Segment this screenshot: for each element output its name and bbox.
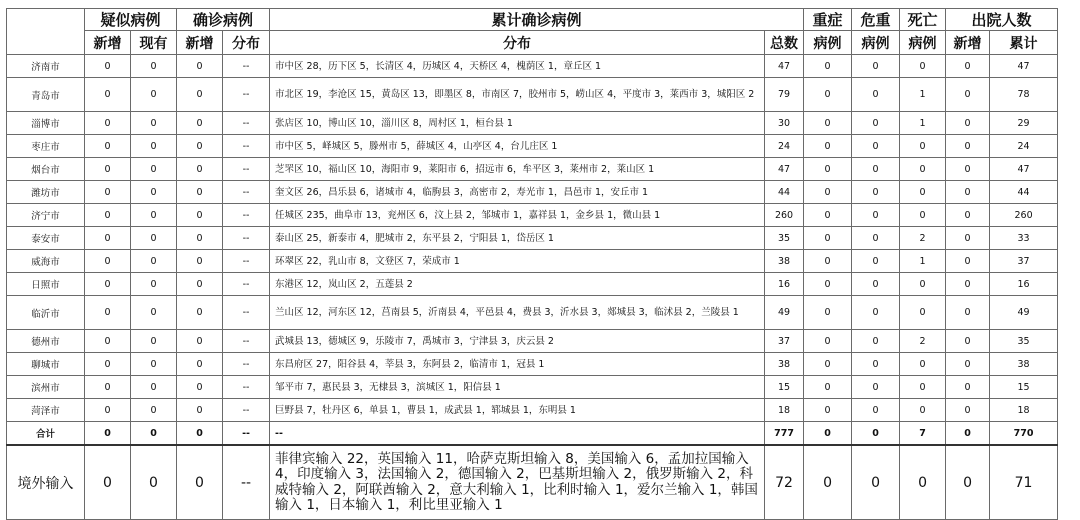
row-death: 0 [900, 376, 946, 399]
row-cumulative-distribution: 东港区 12，岚山区 2，五莲县 2 [270, 273, 765, 296]
row-discharged-total: 29 [990, 112, 1058, 135]
header-confirmed-new: 新增 [177, 31, 223, 55]
row-discharged-total: 49 [990, 296, 1058, 330]
row-suspected-new: 0 [85, 55, 131, 78]
row-critical: 0 [852, 399, 900, 422]
row-confirmed-distribution: -- [223, 273, 270, 296]
row-cumulative-total: 44 [765, 181, 804, 204]
row-confirmed-distribution: -- [223, 445, 270, 520]
header-cumulative: 累计确诊病例 [270, 9, 804, 31]
row-confirmed-new: 0 [177, 250, 223, 273]
row-suspected-existing: 0 [131, 399, 177, 422]
total-row [7, 422, 1058, 446]
row-confirmed-distribution: -- [223, 376, 270, 399]
row-death: 1 [900, 78, 946, 112]
corner-cell [7, 9, 85, 55]
report-table-container [6, 8, 1057, 520]
table-row [7, 296, 1058, 330]
row-cumulative-distribution: 巨野县 7，牡丹区 6，单县 1，曹县 1，成武县 1，郓城县 1，东明县 1 [270, 399, 765, 422]
row-city: 淄博市 [7, 112, 85, 135]
row-discharged-total: 35 [990, 330, 1058, 353]
row-death: 0 [900, 273, 946, 296]
row-cumulative-distribution: 奎文区 26，昌乐县 6，诸城市 4，临朐县 3，高密市 2，寿光市 1，昌邑市 1，安丘市 1 [270, 181, 765, 204]
covid-cases-table [6, 8, 1058, 520]
row-critical: 0 [852, 135, 900, 158]
table-row [7, 273, 1058, 296]
row-confirmed-new: 0 [177, 55, 223, 78]
row-discharged-total: 16 [990, 273, 1058, 296]
row-city: 合计 [7, 422, 85, 446]
table-row [7, 55, 1058, 78]
row-city: 潍坊市 [7, 181, 85, 204]
row-critical: 0 [852, 330, 900, 353]
row-death: 2 [900, 330, 946, 353]
table-row [7, 330, 1058, 353]
row-city: 济南市 [7, 55, 85, 78]
header-confirmed-distribution: 分布 [223, 31, 270, 55]
row-city: 威海市 [7, 250, 85, 273]
row-cumulative-total: 49 [765, 296, 804, 330]
row-severe: 0 [804, 399, 852, 422]
row-cumulative-total: 37 [765, 330, 804, 353]
row-death: 1 [900, 112, 946, 135]
row-confirmed-new: 0 [177, 353, 223, 376]
row-suspected-new: 0 [85, 112, 131, 135]
row-severe: 0 [804, 55, 852, 78]
header-cumulative-distribution: 分布 [270, 31, 765, 55]
row-suspected-existing: 0 [131, 273, 177, 296]
row-discharged-new: 0 [946, 158, 990, 181]
row-suspected-existing: 0 [131, 250, 177, 273]
row-confirmed-distribution: -- [223, 158, 270, 181]
row-critical: 0 [852, 422, 900, 446]
row-cumulative-distribution: 邹平市 7，惠民县 3，无棣县 3，滨城区 1，阳信县 1 [270, 376, 765, 399]
row-discharged-total: 260 [990, 204, 1058, 227]
row-confirmed-distribution: -- [223, 112, 270, 135]
row-suspected-new: 0 [85, 422, 131, 446]
row-suspected-new: 0 [85, 204, 131, 227]
row-suspected-new: 0 [85, 135, 131, 158]
row-confirmed-distribution: -- [223, 353, 270, 376]
row-discharged-total: 44 [990, 181, 1058, 204]
row-city: 济宁市 [7, 204, 85, 227]
row-discharged-new: 0 [946, 330, 990, 353]
row-critical: 0 [852, 158, 900, 181]
row-confirmed-distribution: -- [223, 422, 270, 446]
row-confirmed-new: 0 [177, 181, 223, 204]
row-cumulative-distribution: 市中区 28，历下区 5，长清区 4，历城区 4，天桥区 4，槐荫区 1，章丘区 1 [270, 55, 765, 78]
row-suspected-existing: 0 [131, 78, 177, 112]
row-confirmed-new: 0 [177, 296, 223, 330]
row-confirmed-distribution: -- [223, 399, 270, 422]
row-cumulative-distribution: 张店区 10，博山区 10，淄川区 8，周村区 1，桓台县 1 [270, 112, 765, 135]
row-severe: 0 [804, 227, 852, 250]
row-suspected-new: 0 [85, 250, 131, 273]
header-suspected: 疑似病例 [85, 9, 177, 31]
row-suspected-new: 0 [85, 273, 131, 296]
row-cumulative-total: 35 [765, 227, 804, 250]
row-cumulative-total: 260 [765, 204, 804, 227]
row-discharged-new: 0 [946, 376, 990, 399]
row-critical: 0 [852, 227, 900, 250]
row-city: 日照市 [7, 273, 85, 296]
row-confirmed-distribution: -- [223, 204, 270, 227]
row-discharged-total: 71 [990, 445, 1058, 520]
header-critical-cases: 病例 [852, 31, 900, 55]
row-suspected-existing: 0 [131, 112, 177, 135]
row-discharged-new: 0 [946, 55, 990, 78]
row-severe: 0 [804, 158, 852, 181]
row-cumulative-distribution: 兰山区 12，河东区 12，莒南县 5，沂南县 4，平邑县 4，费县 3，沂水县 3，郯城县 3，临沭县 2，兰陵县 1 [270, 296, 765, 330]
row-cumulative-total: 777 [765, 422, 804, 446]
table-body [7, 55, 1058, 446]
row-severe: 0 [804, 353, 852, 376]
row-discharged-total: 18 [990, 399, 1058, 422]
row-discharged-new: 0 [946, 204, 990, 227]
row-discharged-total: 38 [990, 353, 1058, 376]
row-death: 0 [900, 55, 946, 78]
row-severe: 0 [804, 422, 852, 446]
row-city: 青岛市 [7, 78, 85, 112]
row-death: 7 [900, 422, 946, 446]
row-discharged-total: 770 [990, 422, 1058, 446]
row-critical: 0 [852, 55, 900, 78]
row-discharged-new: 0 [946, 445, 990, 520]
row-discharged-new: 0 [946, 296, 990, 330]
row-suspected-existing: 0 [131, 158, 177, 181]
row-confirmed-distribution: -- [223, 135, 270, 158]
row-suspected-existing: 0 [131, 376, 177, 399]
header-cumulative-total: 总数 [765, 31, 804, 55]
row-discharged-new: 0 [946, 422, 990, 446]
row-death: 0 [900, 204, 946, 227]
row-city: 菏泽市 [7, 399, 85, 422]
table-row [7, 112, 1058, 135]
row-suspected-existing: 0 [131, 296, 177, 330]
row-cumulative-total: 79 [765, 78, 804, 112]
row-discharged-new: 0 [946, 273, 990, 296]
row-suspected-new: 0 [85, 227, 131, 250]
row-discharged-total: 33 [990, 227, 1058, 250]
row-cumulative-distribution: 环翠区 22，乳山市 8，文登区 7，荣成市 1 [270, 250, 765, 273]
header-death: 死亡 [900, 9, 946, 31]
row-confirmed-new: 0 [177, 135, 223, 158]
row-death: 0 [900, 353, 946, 376]
row-suspected-existing: 0 [131, 204, 177, 227]
row-cumulative-distribution: 武城县 13，德城区 9，乐陵市 7，禹城市 3，宁津县 3，庆云县 2 [270, 330, 765, 353]
row-confirmed-new: 0 [177, 330, 223, 353]
row-city: 滨州市 [7, 376, 85, 399]
row-confirmed-distribution: -- [223, 296, 270, 330]
row-confirmed-distribution: -- [223, 330, 270, 353]
row-discharged-total: 37 [990, 250, 1058, 273]
row-critical: 0 [852, 353, 900, 376]
row-cumulative-distribution: 东昌府区 27，阳谷县 4，莘县 3，东阿县 2，临清市 1，冠县 1 [270, 353, 765, 376]
row-cumulative-total: 15 [765, 376, 804, 399]
row-discharged-new: 0 [946, 78, 990, 112]
row-death: 0 [900, 296, 946, 330]
row-city: 烟台市 [7, 158, 85, 181]
row-discharged-total: 24 [990, 135, 1058, 158]
header-suspected-new: 新增 [85, 31, 131, 55]
row-confirmed-distribution: -- [223, 55, 270, 78]
row-discharged-total: 78 [990, 78, 1058, 112]
row-death: 0 [900, 445, 946, 520]
row-critical: 0 [852, 445, 900, 520]
row-city: 泰安市 [7, 227, 85, 250]
row-severe: 0 [804, 78, 852, 112]
row-cumulative-distribution: 芝罘区 10，福山区 10，海阳市 9，莱阳市 6，招远市 6，牟平区 3，莱州市 2，莱山区 1 [270, 158, 765, 181]
row-confirmed-new: 0 [177, 445, 223, 520]
row-suspected-new: 0 [85, 181, 131, 204]
row-suspected-existing: 0 [131, 135, 177, 158]
row-cumulative-total: 47 [765, 55, 804, 78]
table-row [7, 399, 1058, 422]
row-city: 临沂市 [7, 296, 85, 330]
row-cumulative-total: 18 [765, 399, 804, 422]
row-suspected-new: 0 [85, 399, 131, 422]
table-row [7, 158, 1058, 181]
header-suspected-existing: 现有 [131, 31, 177, 55]
row-city: 德州市 [7, 330, 85, 353]
row-confirmed-new: 0 [177, 422, 223, 446]
row-suspected-existing: 0 [131, 445, 177, 520]
row-severe: 0 [804, 250, 852, 273]
row-discharged-total: 47 [990, 55, 1058, 78]
row-confirmed-new: 0 [177, 78, 223, 112]
row-discharged-new: 0 [946, 250, 990, 273]
row-death: 0 [900, 181, 946, 204]
row-critical: 0 [852, 204, 900, 227]
row-cumulative-total: 24 [765, 135, 804, 158]
row-confirmed-new: 0 [177, 273, 223, 296]
table-row [7, 250, 1058, 273]
row-discharged-new: 0 [946, 135, 990, 158]
header-discharged: 出院人数 [946, 9, 1058, 31]
row-confirmed-new: 0 [177, 158, 223, 181]
row-critical: 0 [852, 250, 900, 273]
row-severe: 0 [804, 181, 852, 204]
row-critical: 0 [852, 296, 900, 330]
row-confirmed-distribution: -- [223, 250, 270, 273]
row-discharged-new: 0 [946, 353, 990, 376]
row-critical: 0 [852, 376, 900, 399]
row-death: 0 [900, 158, 946, 181]
row-death: 0 [900, 399, 946, 422]
row-cumulative-total: 47 [765, 158, 804, 181]
row-severe: 0 [804, 112, 852, 135]
row-suspected-new: 0 [85, 330, 131, 353]
row-severe: 0 [804, 135, 852, 158]
header-death-cases: 病例 [900, 31, 946, 55]
row-suspected-existing: 0 [131, 55, 177, 78]
row-cumulative-distribution: 菲律宾输入 22，英国输入 11，哈萨克斯坦输入 8，美国输入 6，孟加拉国输入 4，印度输入 3，法国输入 2，德国输入 2，巴基斯坦输入 2，俄罗斯输入 2，科威特输入 2，阿联酋输入 2，意大利输入 1，比利时输入 1，爱尔兰输入 1，韩国输入 1，日本输入 1，利比里亚输入 1 [270, 445, 765, 520]
header-severe-cases: 病例 [804, 31, 852, 55]
row-death: 0 [900, 135, 946, 158]
table-row [7, 181, 1058, 204]
row-city: 境外输入 [7, 445, 85, 520]
row-suspected-new: 0 [85, 376, 131, 399]
header-severe: 重症 [804, 9, 852, 31]
header-critical: 危重 [852, 9, 900, 31]
row-severe: 0 [804, 445, 852, 520]
row-severe: 0 [804, 273, 852, 296]
row-discharged-total: 47 [990, 158, 1058, 181]
row-cumulative-total: 38 [765, 353, 804, 376]
row-discharged-new: 0 [946, 181, 990, 204]
row-confirmed-distribution: -- [223, 78, 270, 112]
row-death: 1 [900, 250, 946, 273]
row-suspected-existing: 0 [131, 422, 177, 446]
row-critical: 0 [852, 78, 900, 112]
row-discharged-new: 0 [946, 112, 990, 135]
table-row [7, 353, 1058, 376]
table-row [7, 78, 1058, 112]
row-city: 枣庄市 [7, 135, 85, 158]
row-confirmed-new: 0 [177, 204, 223, 227]
row-severe: 0 [804, 204, 852, 227]
row-cumulative-distribution: 市中区 5，峄城区 5，滕州市 5，薛城区 4，山亭区 4，台儿庄区 1 [270, 135, 765, 158]
row-cumulative-total: 16 [765, 273, 804, 296]
row-discharged-new: 0 [946, 227, 990, 250]
row-suspected-new: 0 [85, 78, 131, 112]
foreign-input-row [7, 445, 1058, 520]
row-discharged-total: 15 [990, 376, 1058, 399]
row-confirmed-new: 0 [177, 227, 223, 250]
row-critical: 0 [852, 112, 900, 135]
row-suspected-new: 0 [85, 353, 131, 376]
row-cumulative-distribution: 泰山区 25，新泰市 4，肥城市 2，东平县 2，宁阳县 1，岱岳区 1 [270, 227, 765, 250]
row-death: 2 [900, 227, 946, 250]
row-cumulative-distribution: 市北区 19，李沧区 15，黄岛区 13，即墨区 8，市南区 7，胶州市 5，崂山区 4，平度市 3，莱西市 3，城阳区 2 [270, 78, 765, 112]
row-critical: 0 [852, 273, 900, 296]
row-severe: 0 [804, 296, 852, 330]
row-city: 聊城市 [7, 353, 85, 376]
row-suspected-existing: 0 [131, 181, 177, 204]
row-confirmed-new: 0 [177, 399, 223, 422]
row-cumulative-distribution: 任城区 235，曲阜市 13，兖州区 6，汶上县 2，邹城市 1，嘉祥县 1，金乡县 1，微山县 1 [270, 204, 765, 227]
row-suspected-existing: 0 [131, 227, 177, 250]
row-cumulative-total: 30 [765, 112, 804, 135]
row-severe: 0 [804, 330, 852, 353]
row-confirmed-distribution: -- [223, 227, 270, 250]
header-discharged-total: 累计 [990, 31, 1058, 55]
header-discharged-new: 新增 [946, 31, 990, 55]
row-suspected-existing: 0 [131, 353, 177, 376]
row-cumulative-distribution: -- [270, 422, 765, 446]
table-row [7, 204, 1058, 227]
row-confirmed-new: 0 [177, 112, 223, 135]
table-row [7, 227, 1058, 250]
header-confirmed: 确诊病例 [177, 9, 270, 31]
row-cumulative-total: 38 [765, 250, 804, 273]
table-row [7, 376, 1058, 399]
table-row [7, 135, 1058, 158]
row-suspected-new: 0 [85, 445, 131, 520]
row-discharged-new: 0 [946, 399, 990, 422]
row-suspected-existing: 0 [131, 330, 177, 353]
row-severe: 0 [804, 376, 852, 399]
row-confirmed-distribution: -- [223, 181, 270, 204]
row-critical: 0 [852, 181, 900, 204]
row-cumulative-total: 72 [765, 445, 804, 520]
row-suspected-new: 0 [85, 158, 131, 181]
row-suspected-new: 0 [85, 296, 131, 330]
row-confirmed-new: 0 [177, 376, 223, 399]
